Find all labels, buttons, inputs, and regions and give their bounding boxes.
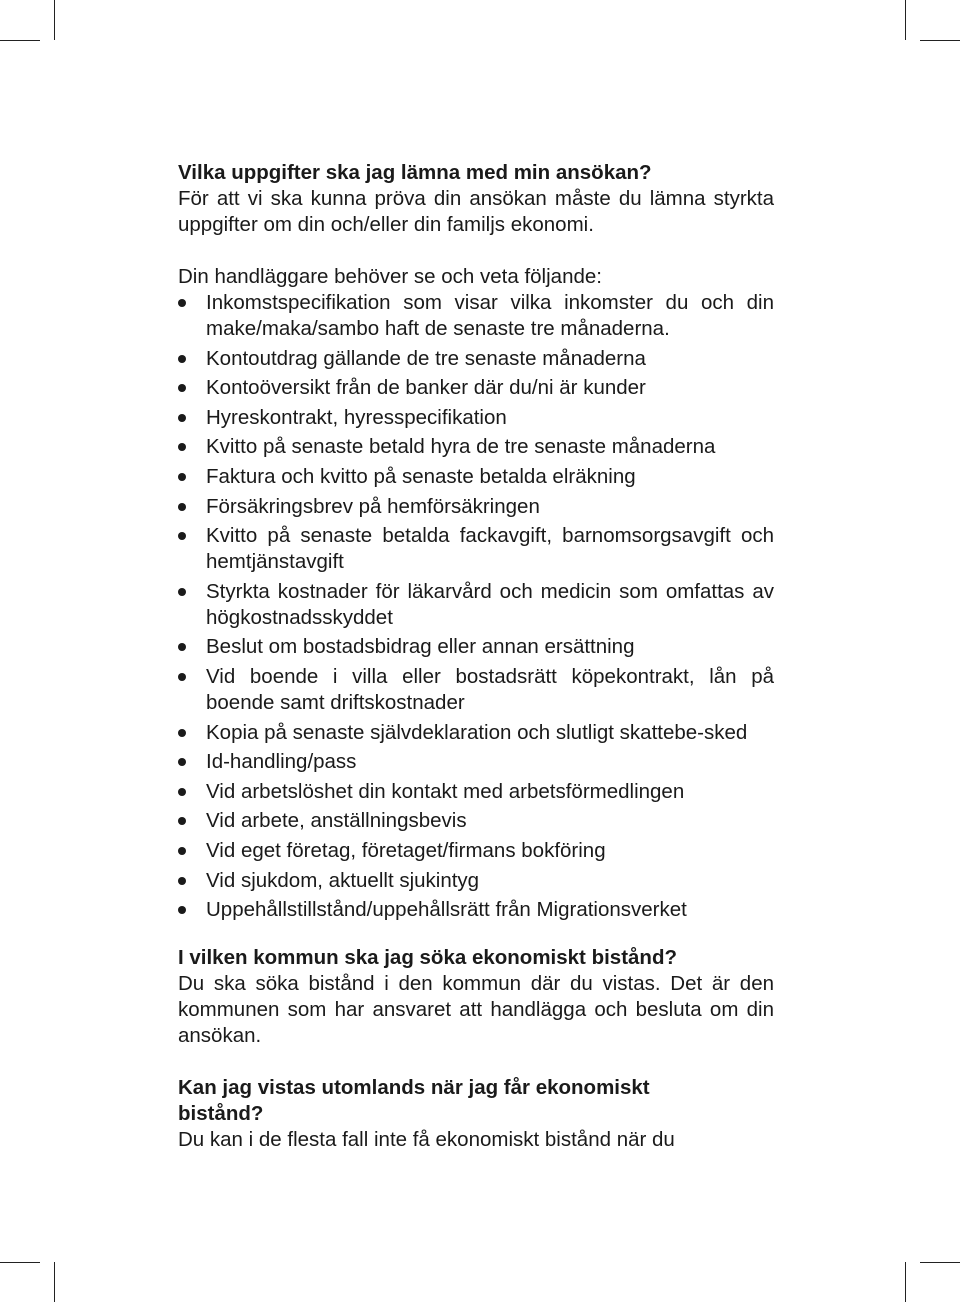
bullet-icon — [178, 729, 186, 737]
bullet-icon — [178, 643, 186, 651]
list-item: Kopia på senaste självdeklaration och slutligt skattebe-sked — [178, 720, 774, 746]
list-item: Faktura och kvitto på senaste betalda elräkning — [178, 464, 774, 490]
bullet-icon — [178, 906, 186, 914]
bullet-icon — [178, 877, 186, 885]
bullet-icon — [178, 299, 186, 307]
bullet-icon — [178, 673, 186, 681]
bullet-icon — [178, 532, 186, 540]
list-item: Id-handling/pass — [178, 749, 774, 775]
crop-mark — [920, 40, 960, 41]
list-item: Kontoutdrag gällande de tre senaste månaderna — [178, 346, 774, 372]
crop-mark — [905, 0, 906, 40]
list-item: Hyreskontrakt, hyresspecifikation — [178, 405, 774, 431]
list-item: Kvitto på senaste betalda fackavgift, barnomsorgsavgift och hemtjänstavgift — [178, 523, 774, 575]
bullet-icon — [178, 847, 186, 855]
bullet-icon — [178, 414, 186, 422]
bullet-icon — [178, 503, 186, 511]
crop-mark — [920, 1262, 960, 1263]
list-lead: Din handläggare behöver se och veta följande: — [178, 265, 602, 288]
bullet-icon — [178, 788, 186, 796]
crop-mark — [54, 0, 55, 40]
list-item: Vid arbetslöshet din kontakt med arbetsförmedlingen — [178, 779, 774, 805]
bullet-icon — [178, 758, 186, 766]
list-item: Kvitto på senaste betald hyra de tre senaste månaderna — [178, 434, 774, 460]
section-heading: Vilka uppgifter ska jag lämna med min ansökan? — [178, 161, 652, 184]
crop-mark — [0, 40, 40, 41]
document-body — [178, 160, 774, 1153]
bullet-icon — [178, 817, 186, 825]
list-item: Vid sjukdom, aktuellt sjukintyg — [178, 868, 774, 894]
list-item: Beslut om bostadsbidrag eller annan ersättning — [178, 634, 774, 660]
crop-mark — [905, 1262, 906, 1302]
requirements-list — [178, 290, 774, 923]
crop-mark — [54, 1262, 55, 1302]
list-item: Vid arbete, anställningsbevis — [178, 808, 774, 834]
bullet-icon — [178, 355, 186, 363]
crop-mark — [0, 1262, 40, 1263]
section-paragraph: Du ska söka bistånd i den kommun där du vistas. Det är den kommunen som har ansvaret att handlägga och besluta om din ansökan. — [178, 971, 774, 1047]
section-paragraph: Du kan i de flesta fall inte få ekonomiskt bistånd när du — [178, 1127, 675, 1151]
section-heading: Kan jag vistas utomlands när jag får ekonomiskt bistånd? — [178, 1075, 650, 1125]
intro-paragraph: För att vi ska kunna pröva din ansökan måste du lämna styrkta uppgifter om din och/eller din familjs ekonomi. — [178, 187, 774, 236]
bullet-icon — [178, 588, 186, 596]
list-item: Försäkringsbrev på hemförsäkringen — [178, 494, 774, 520]
section-heading: I vilken kommun ska jag söka ekonomiskt bistånd? — [178, 945, 677, 969]
bullet-icon — [178, 473, 186, 481]
list-item: Vid eget företag, företaget/firmans bokföring — [178, 838, 774, 864]
list-item: Styrkta kostnader för läkarvård och medicin som omfattas av högkostnadsskyddet — [178, 579, 774, 631]
list-item: Uppehållstillstånd/uppehållsrätt från Migrationsverket — [178, 897, 774, 923]
list-item: Kontoöversikt från de banker där du/ni är kunder — [178, 375, 774, 401]
list-item: Vid boende i villa eller bostadsrätt köpekontrakt, lån på boende samt driftskostnader — [178, 664, 774, 716]
bullet-icon — [178, 443, 186, 451]
bullet-icon — [178, 384, 186, 392]
list-item: Inkomstspecifikation som visar vilka inkomster du och din make/maka/sambo haft de senaste tre månaderna. — [178, 290, 774, 342]
